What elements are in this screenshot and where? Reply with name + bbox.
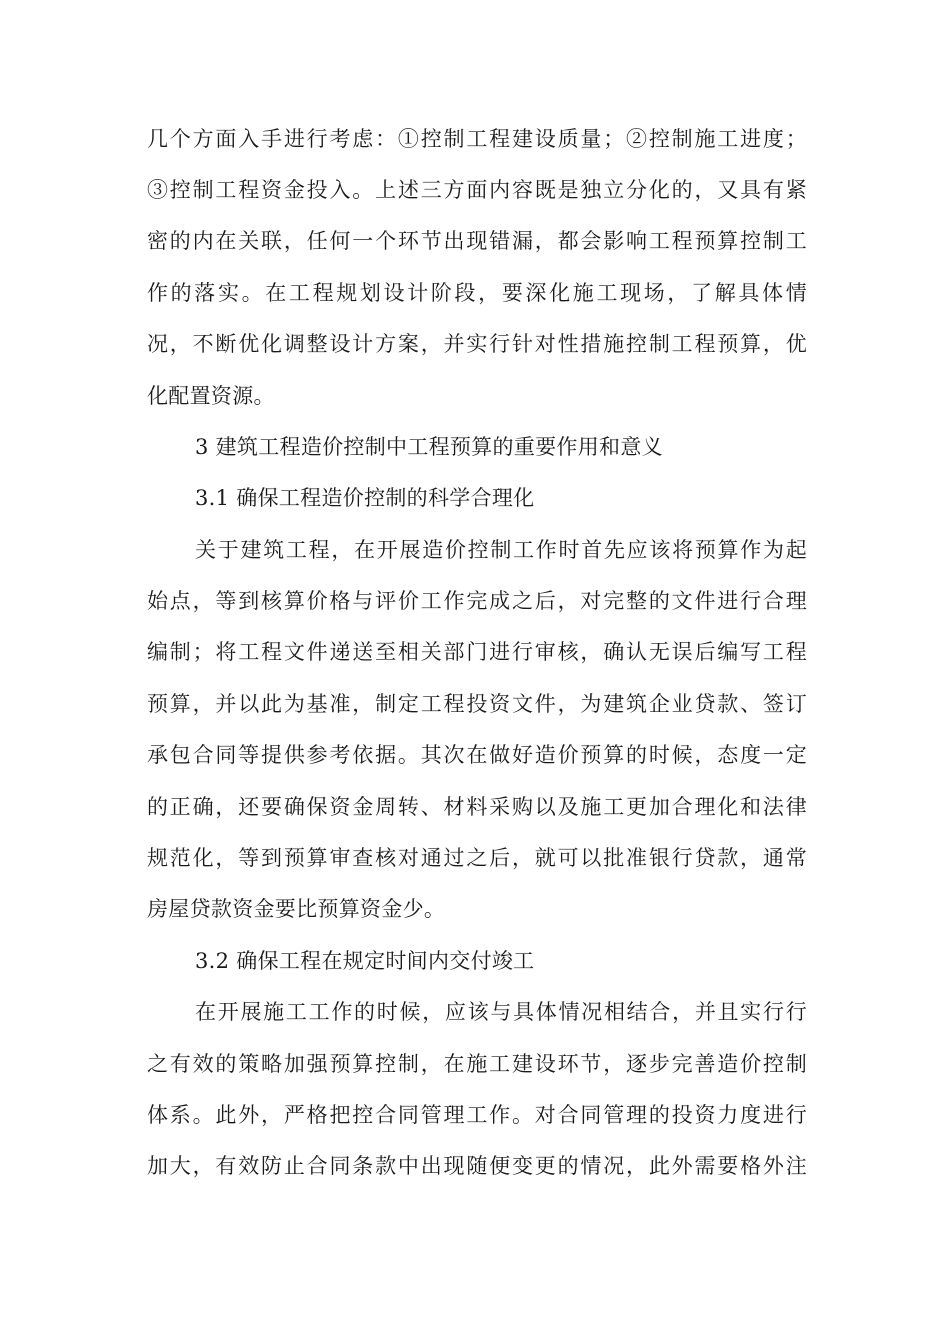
body-text-line: 之有效的策略加强预算控制，在施工建设环节，逐步完善造价控制 bbox=[147, 1052, 807, 1076]
body-text-line: 规范化，等到预算审查核对通过之后，就可以批准银行贷款，通常 bbox=[147, 846, 807, 870]
subsection-heading: 3.2 确保工程在规定时间内交付竣工 bbox=[195, 949, 535, 973]
body-text-line: 化配置资源。 bbox=[147, 384, 275, 408]
body-text-line: 的正确，还要确保资金周转、材料采购以及施工更加合理化和法律 bbox=[147, 795, 807, 819]
body-text-line: 预算，并以此为基准，制定工程投资文件，为建筑企业贷款、签订 bbox=[147, 692, 807, 716]
body-text-line: 几个方面入手进行考虑：①控制工程建设质量；②控制施工进度； bbox=[147, 127, 807, 151]
body-text-line: 况，不断优化调整设计方案，并实行针对性措施控制工程预算，优 bbox=[147, 332, 807, 356]
body-text-line: 密的内在关联，任何一个环节出现错漏，都会影响工程预算控制工 bbox=[147, 229, 807, 253]
body-text-line: 体系。此外，严格把控合同管理工作。对合同管理的投资力度进行 bbox=[147, 1103, 807, 1127]
body-text-line: 关于建筑工程，在开展造价控制工作时首先应该将预算作为起 bbox=[195, 538, 807, 562]
body-text-line: 编制；将工程文件递送至相关部门进行审核，确认无误后编写工程 bbox=[147, 640, 807, 664]
subsection-heading: 3.1 确保工程造价控制的科学合理化 bbox=[195, 486, 535, 510]
body-text-line: 房屋贷款资金要比预算资金少。 bbox=[147, 897, 446, 921]
body-text-line: 始点，等到核算价格与评价工作完成之后，对完整的文件进行合理 bbox=[147, 589, 807, 613]
body-text-line: ③控制工程资金投入。上述三方面内容既是独立分化的，又具有紧 bbox=[147, 178, 807, 202]
body-text-line: 作的落实。在工程规划设计阶段，要深化施工现场，了解具体情 bbox=[147, 281, 807, 305]
body-text-line: 承包合同等提供参考依据。其次在做好造价预算的时候，态度一定 bbox=[147, 743, 807, 767]
body-text-line: 在开展施工工作的时候，应该与具体情况相结合，并且实行行 bbox=[195, 1000, 807, 1024]
body-text-line: 加大，有效防止合同条款中出现随便变更的情况，此外需要格外注 bbox=[147, 1154, 807, 1178]
section-heading: 3 建筑工程造价控制中工程预算的重要作用和意义 bbox=[195, 435, 663, 459]
